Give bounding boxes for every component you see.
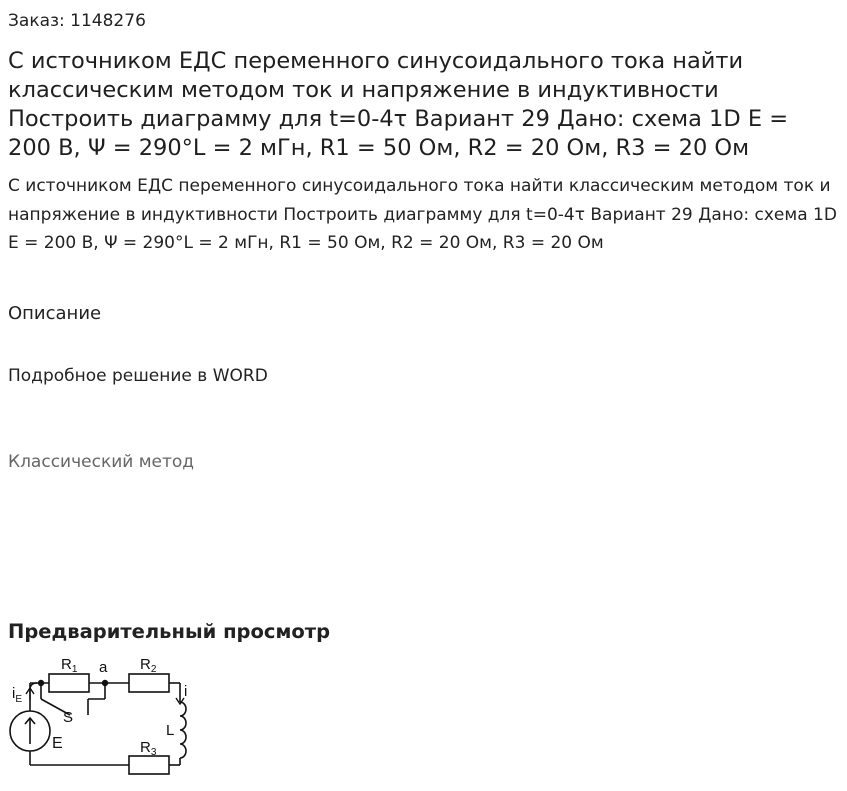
resistor-r2 <box>129 674 169 692</box>
label-l: L <box>166 722 175 739</box>
order-number: Заказ: 1148276 <box>8 11 146 31</box>
current-ie-arrow-icon <box>26 683 37 700</box>
label-i: i <box>184 683 188 700</box>
label-r3: $R_3$ <box>140 739 157 758</box>
junction-dot-a <box>102 680 108 686</box>
page-title: С источником ЕДС переменного синусоидального тока найти классическим методом ток и напряжение в индуктивности Построить диаграмму для t=0-4τ Вариант 29 Дано: схема 1D E = 200 В, Ψ = 290°L = 2 мГн, R1 = 50 Ом, R2 = 20 Ом, R3 = 20 Ом <box>8 48 789 161</box>
label-ie: $i_E$ <box>12 685 23 705</box>
label-node-a: a <box>99 659 108 676</box>
circuit-schematic-preview <box>8 652 208 780</box>
label-e: E <box>52 735 63 752</box>
junction-dot-left <box>38 680 44 686</box>
solution-details: Подробное решение в WORD <box>8 366 268 386</box>
description-heading: Описание <box>8 303 102 324</box>
task-description: С источником ЕДС переменного синусоидального тока найти классическим методом ток и напряжение в индуктивности Построить диаграмму для t=0-4τ Вариант 29 Дано: схема 1D E = 200 В, Ψ = 290°L = 2 мГн, R1 = 50 Ом, R2 = 20 Ом, R3 = 20 Ом <box>8 176 837 253</box>
method-label: Классический метод <box>8 452 195 472</box>
circuit-wires <box>30 683 180 765</box>
preview-heading: Предварительный просмотр <box>8 620 331 643</box>
resistor-r1 <box>49 674 89 692</box>
label-r1: $R_1$ <box>61 656 78 675</box>
inductor-coil <box>180 702 186 758</box>
resistor-r3 <box>129 756 169 774</box>
label-r2: $R_2$ <box>140 656 157 675</box>
label-switch: S <box>63 709 74 726</box>
